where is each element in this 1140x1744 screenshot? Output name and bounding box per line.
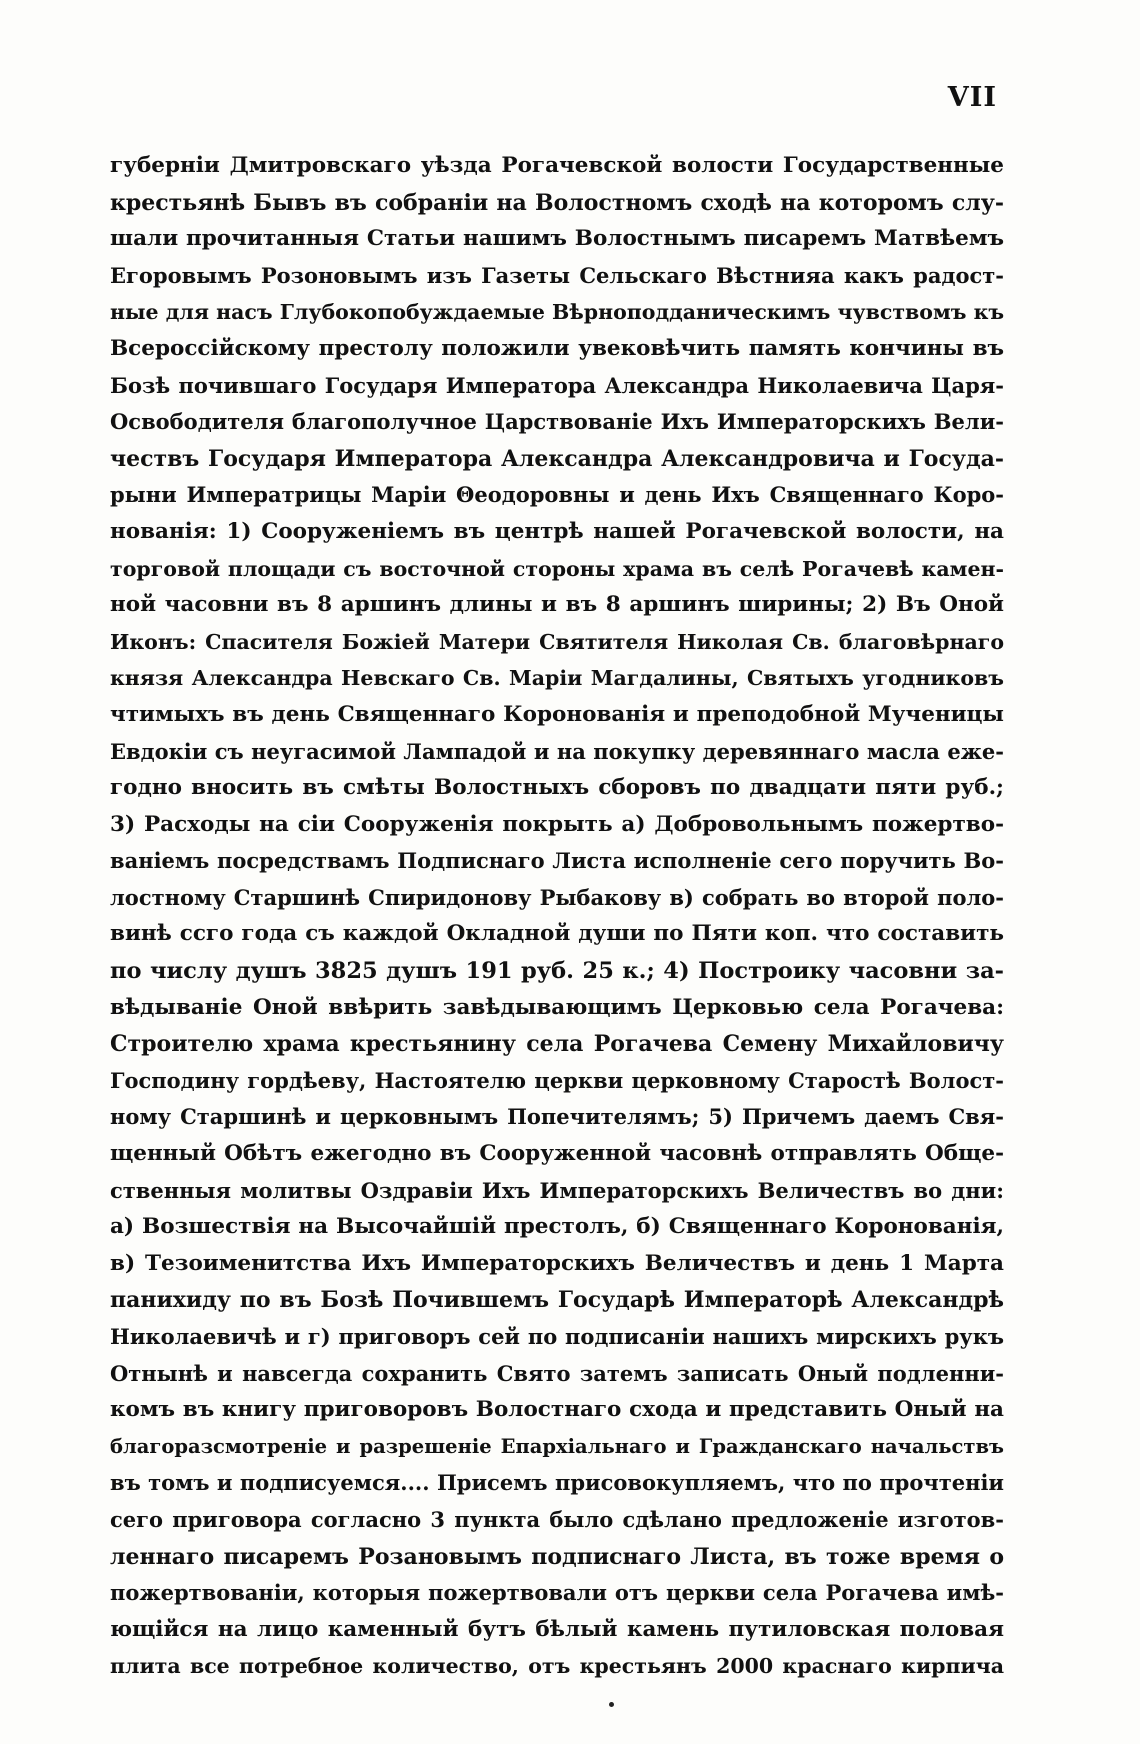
text-line: чтимыхъ въ день Священнаго Коронованія и преподобной Мученицы	[110, 701, 1004, 727]
text-line: 3) Расходы на сіи Сооруженія покрыть а) Добровольнымъ пожертво-	[110, 811, 1004, 837]
text-line: торговой площади съ восточной стороны храма въ селѣ Рогачевѣ камен-	[110, 556, 1004, 581]
text-line: в) Тезоименитства Ихъ Императорскихъ Величествъ и день 1 Марта	[110, 1250, 1004, 1276]
text-line: ющійся на лицо каменный бутъ бѣлый камень путиловская половая	[110, 1616, 1004, 1642]
text-line: сего приговора согласно 3 пункта было сдѣлано предложеніе изготов-	[110, 1506, 1004, 1532]
text-line: пожертвованіи, которыя пожертвовали отъ церкви села Рогачева имѣ-	[110, 1580, 1004, 1606]
text-line: благоразсмотреніе и разрешеніе Епархіальнаго и Гражданскаго начальствъ	[110, 1434, 1004, 1458]
text-line: панихиду по въ Бозѣ Почившемъ Государѣ Императорѣ Александрѣ	[110, 1287, 1004, 1314]
text-line: леннаго писаремъ Розановымъ подписнаго Листа, въ тоже время о	[110, 1543, 1004, 1570]
text-line: винѣ ссго года съ каждой Окладной души по Пяти коп. что составить	[110, 921, 1004, 947]
text-line: Евдокіи съ неугасимой Лампадой и на покупку деревяннаго масла еже-	[110, 738, 1004, 764]
text-line: ному Старшинѣ и церковнымъ Попечителямъ; 5) Причемъ даемъ Свя-	[110, 1104, 1004, 1130]
text-line: Освободителя благополучное Царствованіе Ихъ Императорскихъ Вели-	[110, 409, 1004, 435]
text-line: въ томъ и подписуемся.... Присемъ присовокупляемъ, что по прочтеніи	[110, 1470, 1004, 1496]
text-line: вѣдываніе Оной ввѣрить завѣдывающимъ Церковью села Рогачева:	[110, 994, 1004, 1020]
page-number: VII	[947, 82, 997, 113]
text-line: Иконъ: Спасителя Божіей Матери Святителя Николая Св. благовѣрнаго	[110, 629, 1004, 654]
text-line: Егоровымъ Розоновымъ изъ Газеты Сельскаго Вѣстнияа какъ радост-	[110, 262, 1004, 288]
text-line: ные для насъ Глубокопобуждаемые Вѣрноподданическимъ чувствомъ къ	[110, 300, 1004, 325]
text-line: рыни Императрицы Маріи Θеодоровны и день Ихъ Священнаго Коро-	[110, 482, 1004, 508]
text-line: Отнынѣ и навсегда сохранить Свято затемъ записать Оный подленни-	[110, 1360, 1004, 1386]
text-line: комъ въ книгу приговоровъ Волостнаго схода и представить Оный на	[110, 1397, 1004, 1423]
text-line: лостному Старшинѣ Спиридонову Рыбакову в) собрать во второй поло-	[110, 884, 1004, 910]
text-line: губерніи Дмитровскаго уѣзда Рогачевской волости Государственные	[110, 153, 1004, 178]
text-line: ственныя молитвы Оздравіи Ихъ Императорскихъ Величествъ во дни:	[110, 1177, 1004, 1203]
text-line: Всероссійскому престолу положили увековѣчить память кончины въ	[110, 335, 1004, 361]
text-line: князя Александра Невскаго Св. Маріи Магдалины, Святыхъ угодниковъ	[110, 666, 1004, 691]
page-body-text	[110, 148, 1004, 1685]
text-line: Николаевичѣ и г) приговоръ сей по подписаніи нашихъ мирскихъ рукъ	[110, 1324, 1004, 1349]
text-line: ваніемъ посредствамъ Подписнаго Листа исполненіе сего поручить Во-	[110, 848, 1004, 874]
text-line: плита все потребное количество, отъ крестьянъ 2000 краснаго кирпича	[110, 1654, 1004, 1679]
text-line: ной часовни въ 8 аршинъ длины и въ 8 аршинъ ширины; 2) Въ Оной	[110, 592, 1004, 618]
text-line: щенный Обѣтъ ежегодно въ Сооруженной часовнѣ отправлять Обще-	[110, 1141, 1004, 1167]
text-line: Бозѣ почившаго Государя Императора Александра Николаевича Царя-	[110, 372, 1004, 398]
text-line: нованія: 1) Сооруженіемъ въ центрѣ нашей Рогачевской волости, на	[110, 518, 1004, 544]
text-line: Господину гордѣеву, Настоятелю церкви церковному Старостѣ Волост-	[110, 1067, 1004, 1093]
text-line: шали прочитанныя Статьи нашимъ Волостнымъ писаремъ Матвѣемъ	[110, 226, 1004, 252]
text-line: Строителю храма крестьянину села Рогачева Семену Михайловичу	[110, 1031, 1004, 1058]
text-line: чествъ Государя Императора Александра Александровича и Госуда-	[110, 445, 1004, 472]
text-line: годно вносить въ смѣты Волостныхъ сборовъ по двадцати пяти руб.;	[110, 775, 1004, 801]
print-speck	[609, 1702, 614, 1707]
text-line: крестьянѣ Бывъ въ собраніи на Волостномъ сходѣ на которомъ слу-	[110, 189, 1004, 216]
text-line: а) Возшествія на Высочайшій престолъ, б) Священнаго Коронованія,	[110, 1214, 1004, 1240]
text-line: по числу душъ 3825 душъ 191 руб. 25 к.; 4) Построику часовни за-	[110, 958, 1004, 985]
